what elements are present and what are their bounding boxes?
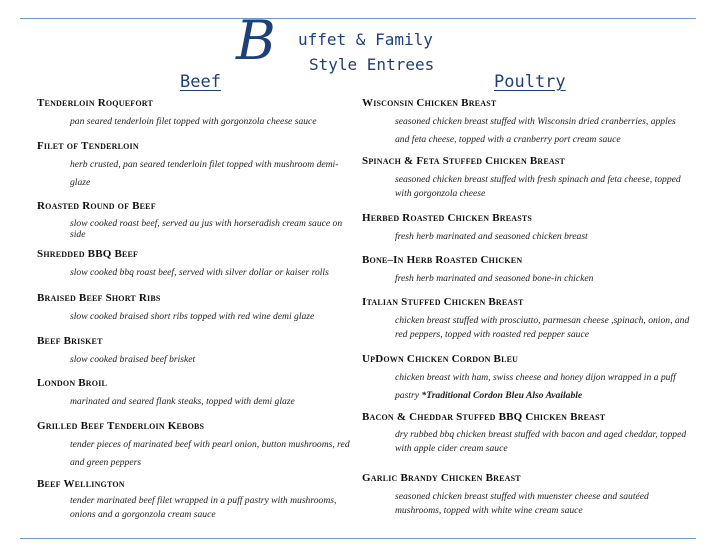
- item-description: slow cooked braised beef brisket: [70, 354, 196, 365]
- menu-item: [362, 155, 692, 201]
- title-initial: B: [236, 9, 276, 72]
- title-line-2: Style Entrees: [309, 55, 435, 74]
- menu-item: [362, 296, 692, 342]
- page-title: [236, 9, 476, 82]
- item-description: slow cooked roast beef, served au jus with horseradish cream sauce on side: [70, 218, 343, 240]
- item-name: Garlic Brandy Chicken Breast: [362, 472, 521, 484]
- item-name: Roasted Round of Beef: [37, 200, 156, 212]
- item-description: pan seared tenderloin filet topped with gorgonzola cheese sauce: [70, 116, 317, 127]
- item-description: fresh herb marinated and seasoned chicken breast: [395, 231, 588, 242]
- item-description-text: chicken breast with ham, swiss cheese and honey dijon wrapped in a puff pastry: [395, 372, 676, 401]
- title-line-1: uffet & Family: [298, 30, 433, 49]
- poultry-heading: Poultry: [494, 72, 566, 92]
- menu-item: [37, 200, 357, 240]
- menu-item: [362, 254, 692, 288]
- menu-item: [362, 212, 692, 246]
- item-name: Shredded BBQ Beef: [37, 248, 139, 260]
- item-description: chicken breast stuffed with prosciutto, parmesan cheese ,spinach, onion, and red peppers, topped with roasted red pepper sauce: [395, 315, 690, 340]
- availability-note: *Traditional Cordon Bleu Also Available: [421, 390, 583, 401]
- item-name: Wisconsin Chicken Breast: [362, 97, 497, 109]
- item-name: Filet of Tenderloin: [37, 140, 139, 152]
- item-description: [395, 369, 692, 405]
- item-description: marinated and seared flank steaks, topped with demi glaze: [70, 396, 295, 407]
- item-description: dry rubbed bbq chicken breast stuffed with bacon and aged cheddar, topped with apple cider cream sauce: [395, 429, 687, 454]
- item-description: slow cooked bbq roast beef, served with silver dollar or kaiser rolls: [70, 267, 329, 278]
- item-description: seasoned chicken breast stuffed with fresh spinach and feta cheese, topped with gorgonzola cheese: [395, 174, 681, 199]
- item-name: Grilled Beef Tenderloin Kebobs: [37, 420, 205, 432]
- item-description: slow cooked braised short ribs topped with red wine demi glaze: [70, 311, 315, 322]
- menu-item: [362, 353, 692, 405]
- menu-item: [37, 335, 357, 369]
- item-description: tender pieces of marinated beef with pearl onion, button mushrooms, red and green peppers: [70, 439, 350, 468]
- menu-item: [37, 140, 357, 192]
- item-name: UpDown Chicken Cordon Bleu: [362, 353, 519, 365]
- menu-item: [362, 411, 692, 456]
- menu-item: [362, 97, 692, 149]
- menu-item: [37, 292, 357, 326]
- top-rule: [20, 18, 696, 19]
- item-name: Bacon & Cheddar Stuffed BBQ Chicken Breast: [362, 411, 606, 423]
- item-name: Spinach & Feta Stuffed Chicken Breast: [362, 155, 566, 167]
- menu-item: [362, 472, 692, 518]
- item-description: seasoned chicken breast stuffed with Wisconsin dried cranberries, apples and feta cheese, topped with a cranberry port cream sauce: [395, 116, 676, 145]
- item-name: Beef Brisket: [37, 335, 103, 347]
- item-name: Braised Beef Short Ribs: [37, 292, 161, 304]
- item-name: Tenderloin Roquefort: [37, 97, 153, 109]
- menu-item: [37, 420, 357, 472]
- item-name: London Broil: [37, 377, 108, 389]
- item-name: Beef Wellington: [37, 478, 125, 490]
- menu-item: [37, 248, 357, 282]
- item-description: tender marinated beef filet wrapped in a puff pastry with mushrooms, onions and a gorgonzola cream sauce: [70, 495, 337, 520]
- menu-item: [37, 377, 357, 411]
- item-description: seasoned chicken breast stuffed with muenster cheese and sautéed mushrooms, topped with white wine cream sauce: [395, 491, 649, 516]
- menu-item: [37, 478, 357, 522]
- item-name: Bone–In Herb Roasted Chicken: [362, 254, 523, 266]
- item-name: Italian Stuffed Chicken Breast: [362, 296, 524, 308]
- menu-item: [37, 97, 357, 131]
- item-description: fresh herb marinated and seasoned bone-in chicken: [395, 273, 594, 284]
- beef-heading: Beef: [180, 72, 221, 92]
- bottom-rule: [20, 538, 696, 539]
- item-name: Herbed Roasted Chicken Breasts: [362, 212, 533, 224]
- item-description: herb crusted, pan seared tenderloin filet topped with mushroom demi-glaze: [70, 159, 339, 188]
